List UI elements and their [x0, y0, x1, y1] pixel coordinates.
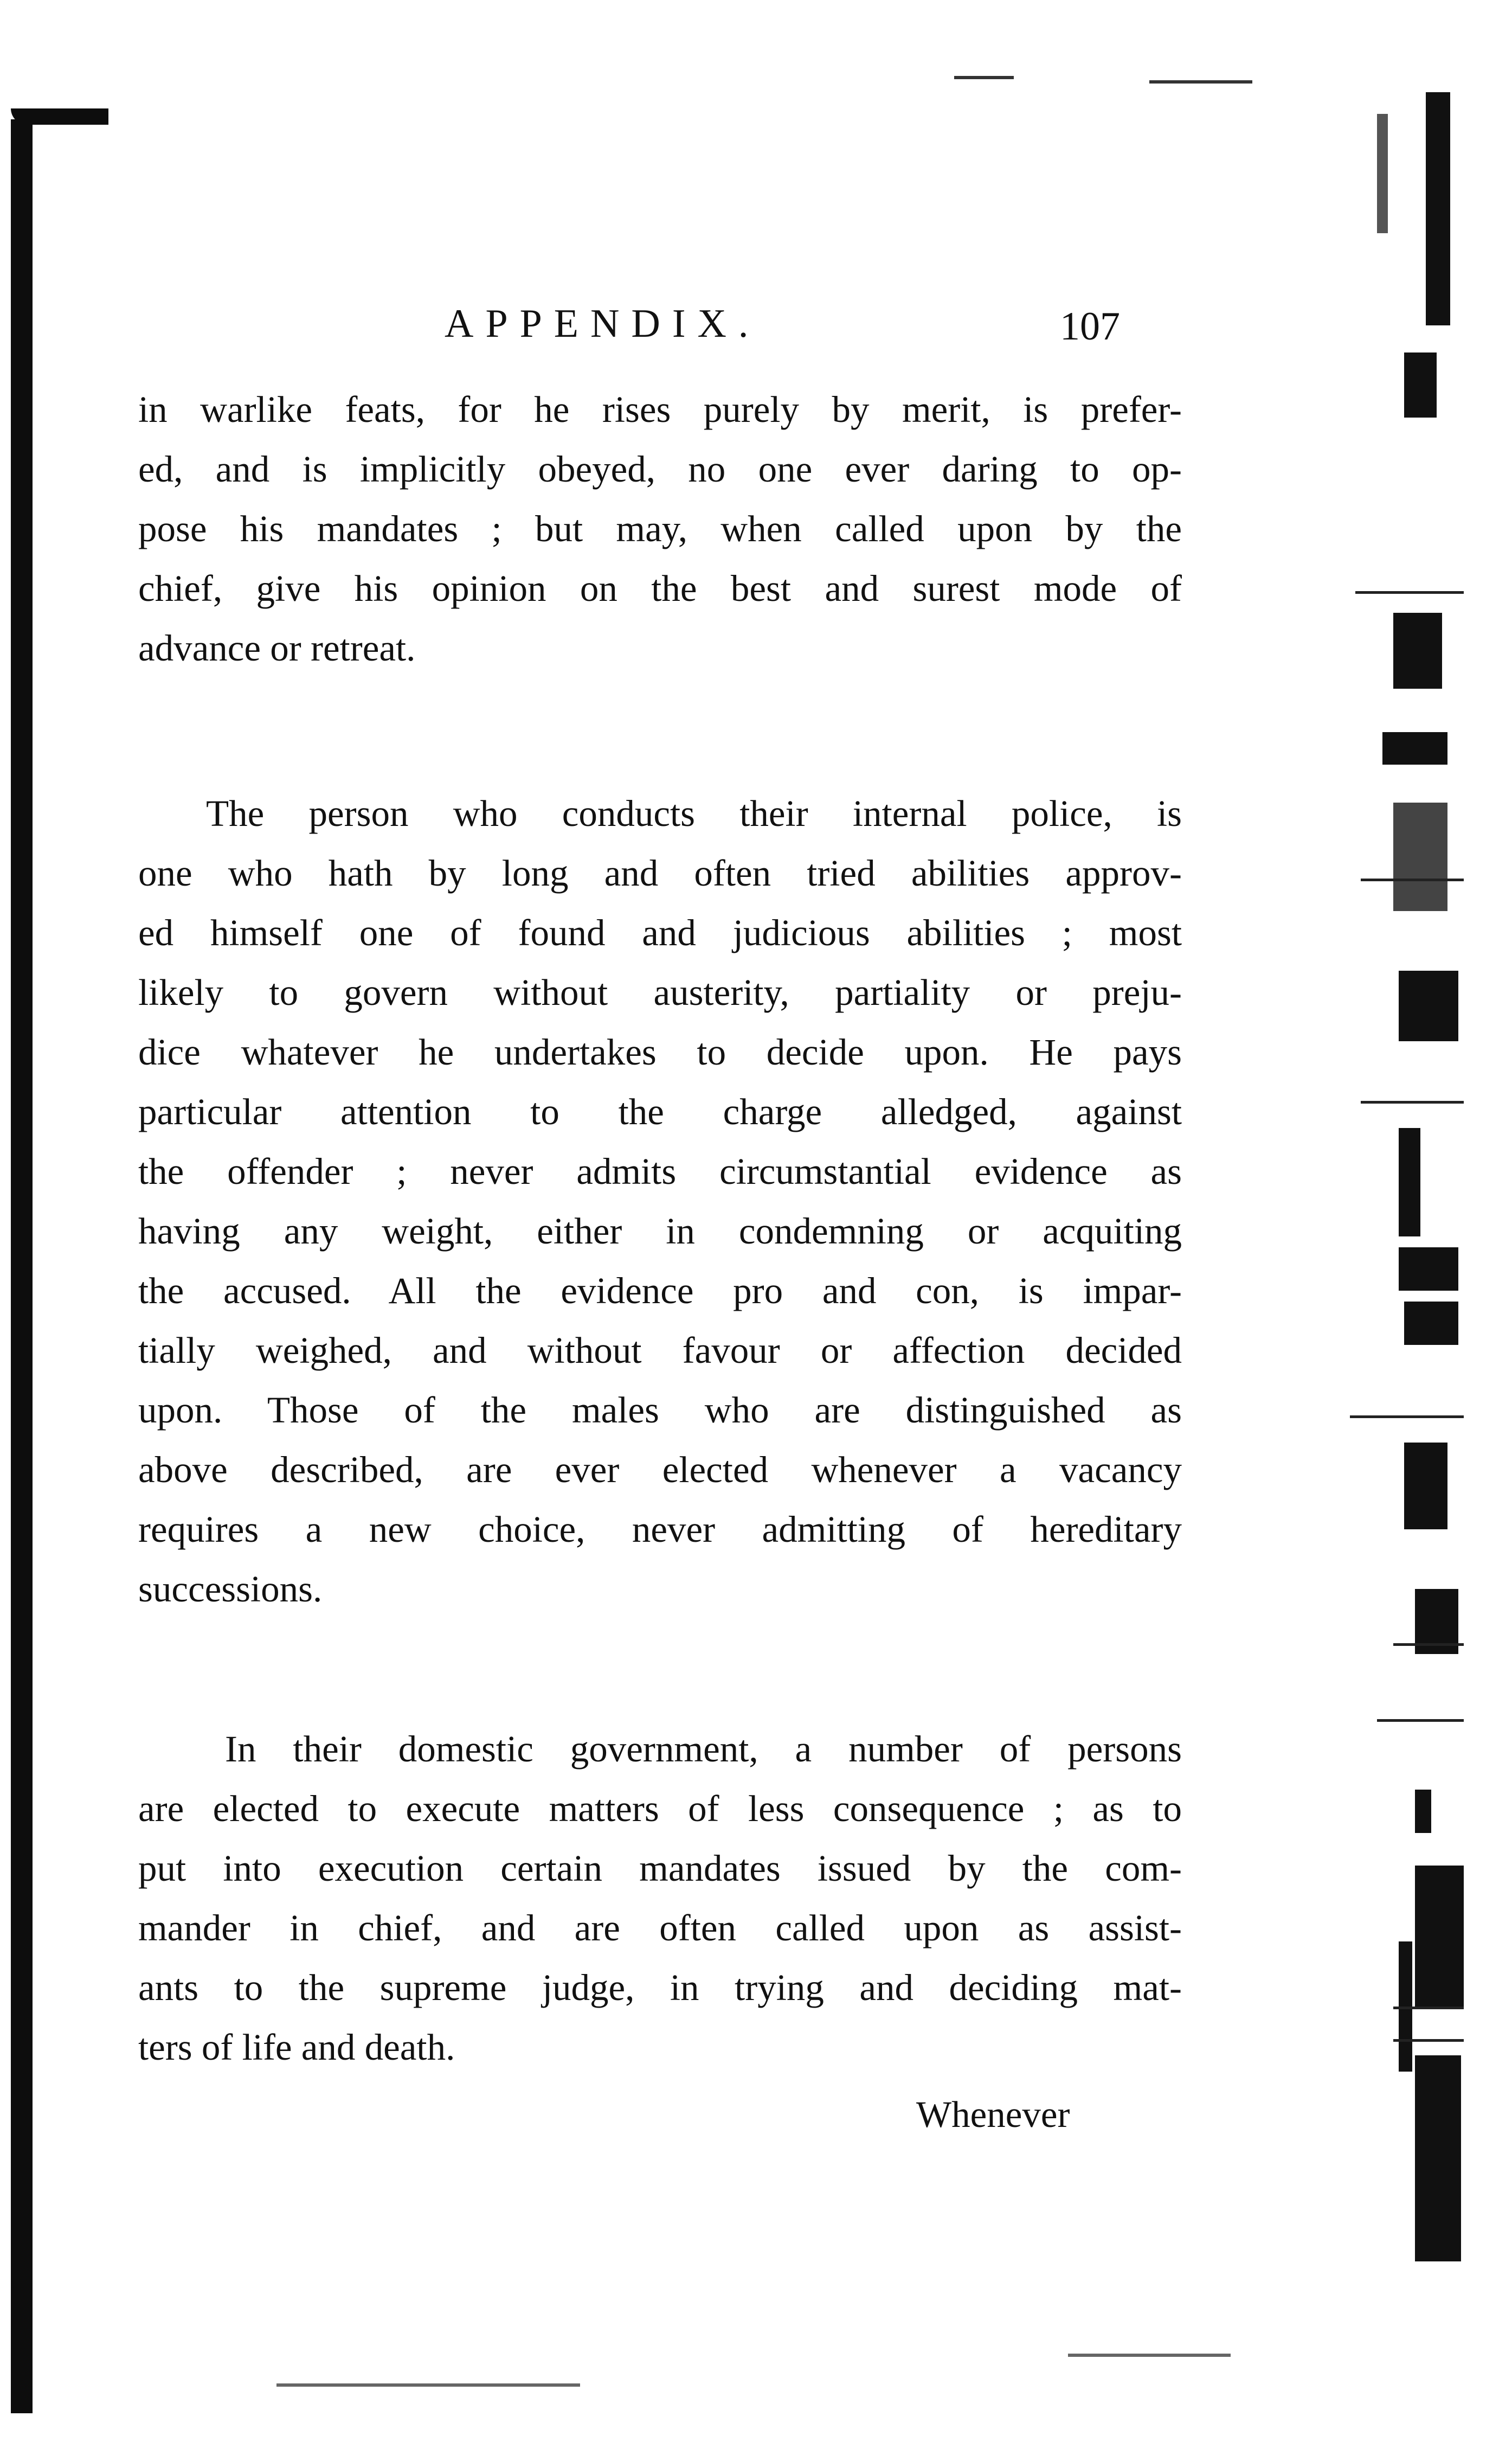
- text-line: one who hath by long and often tried abilities approv-: [138, 853, 1182, 894]
- page-edge-artifact: [1317, 81, 1458, 2278]
- scan-artifact-top: [1149, 80, 1252, 84]
- scan-artifact-bottom: [276, 2383, 580, 2387]
- paragraph: [138, 784, 1182, 1619]
- scan-artifact-top: [954, 76, 1014, 79]
- text-line: above described, are ever elected whenever a vacancy: [138, 1449, 1182, 1490]
- text-line: the offender ; never admits circumstantial evidence as: [138, 1151, 1182, 1192]
- text-line: mander in chief, and are often called upon as assist-: [138, 1907, 1182, 1949]
- paragraph: [138, 380, 1182, 678]
- text-line: chief, give his opinion on the best and surest mode of: [138, 568, 1182, 609]
- text-line: successions.: [138, 1568, 323, 1610]
- text-line: tially weighed, and without favour or affection decided: [138, 1330, 1182, 1371]
- running-head: APPENDIX.: [445, 302, 761, 346]
- text-line: ants to the supreme judge, in trying and deciding mat-: [138, 1967, 1182, 2008]
- text-line: dice whatever he undertakes to decide upon. He pays: [138, 1031, 1182, 1073]
- text-line: pose his mandates ; but may, when called upon by the: [138, 508, 1182, 549]
- text-line: particular attention to the charge alledged, against: [138, 1091, 1182, 1132]
- text-line: The person who conducts their internal police, is: [206, 793, 1182, 834]
- text-line: in warlike feats, for he rises purely by merit, is prefer-: [138, 389, 1182, 430]
- text-line: the accused. All the evidence pro and con, is impar-: [138, 1270, 1182, 1311]
- text-line: requires a new choice, never admitting of hereditary: [138, 1509, 1182, 1550]
- text-line: upon. Those of the males who are distinguished as: [138, 1389, 1182, 1431]
- text-line: advance or retreat.: [138, 627, 416, 669]
- text-line: ters of life and death.: [138, 2027, 455, 2068]
- text-line: In their domestic government, a number of persons: [225, 1728, 1182, 1770]
- page-number: 107: [1060, 304, 1120, 349]
- text-line: having any weight, either in condemning or acquiting: [138, 1210, 1182, 1252]
- text-line: are elected to execute matters of less consequence ; as to: [138, 1788, 1182, 1829]
- catchword: Whenever: [916, 2094, 1070, 2135]
- scan-artifact-bottom: [1068, 2354, 1231, 2357]
- text-line: ed himself one of found and judicious abilities ; most: [138, 912, 1182, 953]
- binding-edge: [11, 119, 33, 2413]
- paragraph: [138, 1719, 1182, 2077]
- text-line: likely to govern without austerity, partiality or preju-: [138, 972, 1182, 1013]
- text-line: put into execution certain mandates issued by the com-: [138, 1848, 1182, 1889]
- text-line: ed, and is implicitly obeyed, no one ever daring to op-: [138, 448, 1182, 490]
